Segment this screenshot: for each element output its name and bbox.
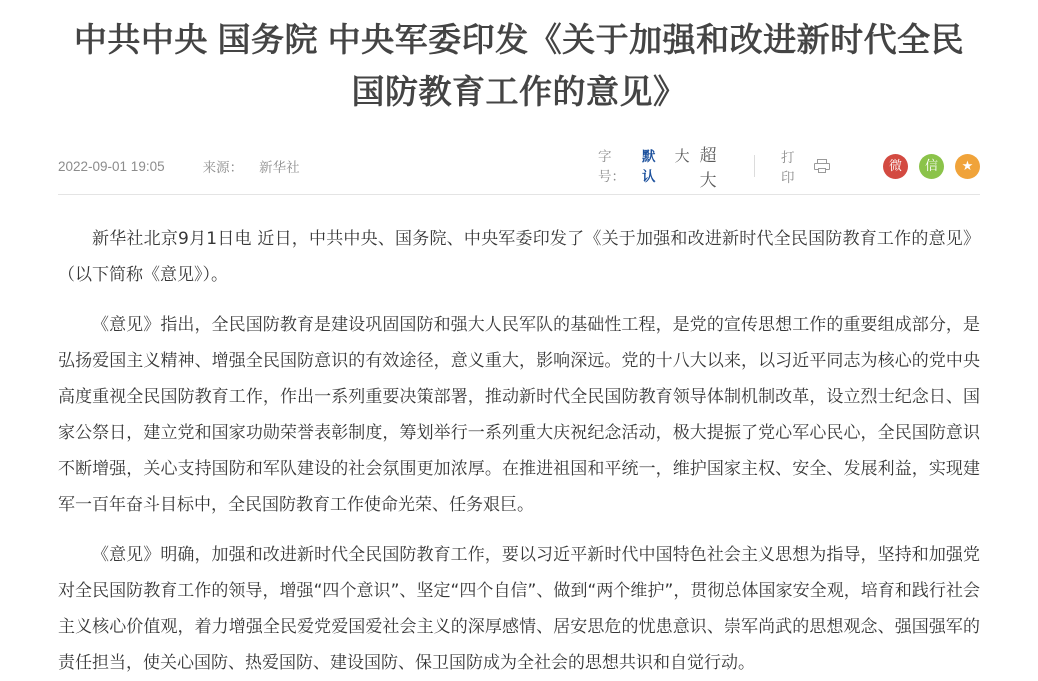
font-size-default[interactable]: 默认 <box>641 149 656 184</box>
article-paragraph: 《意见》指出，全民国防教育是建设巩固国防和强大人民军队的基础性工程，是党的宣传思想工作的重要组成部分，是弘扬爱国主义精神、增强全民国防意识的有效途径，意义重大，影响深远。党的十八大以来，以习近平同志为核心的党中央高度重视全民国防教育工作，作出一系列重要决策部署，推动新时代全民国防教育领导体制机制改革，设立烈士纪念日、国家公祭日，建立党和国家功勋荣誉表彰制度，筹划举行一系列重大庆祝纪念活动，极大提振了党心军心民心，全民国防意识不断增强，关心支持国防和军队建设的社会氛围更加浓厚。在推进祖国和平统一，维护国家主权、安全、发展利益，实现建军一百年奋斗目标中，全民国防教育工作使命光荣、任务艰巨。 <box>58 315 980 515</box>
article-body <box>58 195 980 681</box>
share-weibo-glyph: 微 <box>888 158 902 174</box>
share-weibo-icon[interactable] <box>883 154 908 179</box>
publish-date: 2022-09-01 19:05 <box>58 158 165 174</box>
source-label: 来源： <box>202 160 244 175</box>
share-favorite-glyph: ★ <box>961 158 974 174</box>
article-paragraph: 新华社北京9月1日电 近日，中共中央、国务院、中央军委印发了《关于加强和改进新时代全民国防教育工作的意见》（以下简称《意见》）。 <box>58 229 980 285</box>
meta-left-group <box>58 156 300 176</box>
toolbar-divider <box>754 155 755 177</box>
article-paragraph: 《意见》明确，加强和改进新时代全民国防教育工作，要以习近平新时代中国特色社会主义思想为指导，坚持和加强党对全民国防教育工作的领导，增强“四个意识”、坚定“四个自信”、做到“两个维护”，贯彻总体国家安全观，培育和践行社会主义核心价值观，着力增强全民爱党爱国爱社会主义的深厚感情、居安思危的忧患意识、崇军尚武的思想观念、强国强军的责任担当，使关心国防、热爱国防、建设国防、保卫国防成为全社会的思想共识和自觉行动。 <box>58 545 980 673</box>
font-size-label: 字号： <box>598 149 625 184</box>
font-size-large[interactable]: 大 <box>674 148 690 165</box>
printer-icon <box>814 159 828 173</box>
font-size-xlarge[interactable]: 超大 <box>699 146 717 190</box>
page-title: 中共中央 国务院 中央军委印发《关于加强和改进新时代全民国防教育工作的意见》 <box>73 21 965 110</box>
print-label: 打印 <box>780 150 795 185</box>
share-wechat-icon[interactable] <box>919 154 944 179</box>
font-size-control <box>598 141 728 191</box>
share-wechat-glyph: 信 <box>924 158 938 174</box>
share-group <box>872 154 980 179</box>
source-value: 新华社 <box>259 160 300 175</box>
share-favorite-icon[interactable] <box>955 154 980 179</box>
article-meta-bar <box>58 138 980 195</box>
print-button[interactable] <box>781 146 828 186</box>
meta-tools-group <box>598 138 980 194</box>
